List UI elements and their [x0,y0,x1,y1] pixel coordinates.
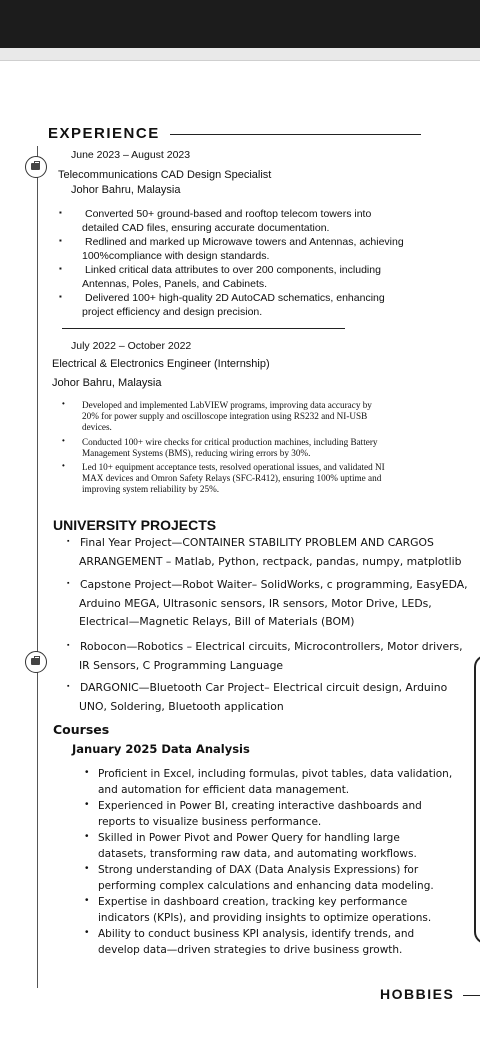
course-bullet-line: and automation for efficient data management. [98,784,350,796]
job1-bullet-line: Delivered 100+ high-quality 2D AutoCAD schematics, enhancing [85,292,385,304]
job1-bullet-line: Antennas, Poles, Panels, and Cabinets. [82,277,268,290]
hobbies-heading-rule [463,995,480,996]
course-bullet-line: datasets, transforming raw data, and automating workflows. [98,848,417,860]
course-bullet-line: indicators (KPIs), and providing insights to optimize operations. [98,912,432,924]
top-toolbar-strip [0,48,480,61]
job2-bullet-line: Led 10+ equipment acceptance tests, resolved operational issues, and validated NI [82,462,385,472]
bullet-marker: ▪ [59,208,62,217]
job1-bullet-line: Linked critical data attributes to over 200 components, including [85,264,381,276]
job2-location: Johor Bahru, Malaysia [52,377,162,389]
bullet-marker: • [85,831,89,842]
experience-heading: EXPERIENCE [48,125,160,142]
bullet-marker: ▪ [67,580,70,587]
job1-bullet-line: project efficiency and design precision. [82,305,263,318]
bullet-marker: ▪ [67,683,70,690]
job2-dates: July 2022 – October 2022 [71,340,192,352]
bullet-marker: • [62,436,65,445]
project-item-line: UNO, Soldering, Bluetooth application [79,699,284,713]
job1-bullet-line: Redlined and marked up Microwave towers and Antennas, achieving [85,236,404,248]
job1-location: Johor Bahru, Malaysia [71,184,181,196]
project-item-line: Arduino MEGA, Ultrasonic sensors, IR sensors, Motor Drive, LEDs, [79,596,432,610]
side-panel-edge [474,655,480,944]
course-bullet-line: Skilled in Power Pivot and Power Query for handling large [98,832,400,844]
bullet-marker: • [85,895,89,906]
top-dark-bar [0,0,480,48]
job1-bullet-line: Converted 50+ ground-based and rooftop telecom towers into [85,208,372,220]
project-item-line: DARGONIC—Bluetooth Car Project– Electrical circuit design, Arduino [80,681,448,694]
job1-title: Telecommunications CAD Design Specialist [58,169,272,181]
bullet-marker: ▪ [67,642,70,649]
job1-bullet-line: 100%compliance with design standards. [82,249,270,262]
job-separator-rule [62,328,345,329]
job2-title: Electrical & Electronics Engineer (Internship) [52,358,270,370]
timeline-line [37,146,38,988]
bullet-marker: • [85,799,89,810]
projects-heading: UNIVERSITY PROJECTS [53,517,217,533]
course-bullet-line: Ability to conduct business KPI analysis, identify trends, and [98,928,415,940]
hobbies-heading: HOBBIES [380,986,455,1002]
project-item-line: Electrical—Magnetic Relays, Bill of Materials (BOM) [79,615,355,628]
job2-bullet-line: devices. [82,422,112,433]
bullet-marker: ▪ [59,236,62,245]
job1-dates: June 2023 – August 2023 [71,149,191,161]
job2-bullet-line: improving system reliability by 25%. [82,484,220,495]
course-bullet-line: develop data—driven strategies to drive business growth. [98,944,403,956]
bullet-marker: ▪ [67,538,70,545]
bullet-marker: • [85,863,89,874]
bullet-marker: • [62,399,65,408]
bullet-marker: • [62,461,65,470]
job2-bullet-line: Developed and implemented LabVIEW programs, improving data accuracy by [82,400,372,410]
bullet-marker: ▪ [59,264,62,273]
project-item-line: Final Year Project—CONTAINER STABILITY PROBLEM AND CARGOS [80,536,434,549]
briefcase-icon [25,651,47,673]
job2-bullet-line: 20% for power supply and oscilloscope integration using RS232 and NI-USB [82,411,368,422]
job2-bullet-line: Management Systems (BMS), reducing wiring errors by 30%. [82,448,311,459]
project-item-line: Capstone Project—Robot Waiter– SolidWorks, c programming, EasyEDA, [80,578,468,591]
bullet-marker: • [85,767,89,778]
course-bullet-line: reports to visualize business performance. [98,816,322,828]
bullet-marker: ▪ [59,292,62,301]
project-item-line: Robocon—Robotics – Electrical circuits, Microcontrollers, Motor drivers, [80,640,463,653]
courses-heading: Courses [53,722,110,737]
experience-heading-rule [170,134,421,135]
course-bullet-line: performing complex calculations and enhancing data modeling. [98,880,434,892]
course-bullet-line: Expertise in dashboard creation, tracking key performance [98,896,408,908]
project-item-line: IR Sensors, C Programming Language [79,658,284,672]
courses-subheading: January 2025 Data Analysis [72,742,250,756]
bullet-marker: • [85,927,89,938]
course-bullet-line: Experienced in Power BI, creating interactive dashboards and [98,800,422,812]
job2-bullet-line: MAX devices and Omron Safety Relays (SFC-R412), ensuring 100% uptime and [82,473,382,484]
course-bullet-line: Proficient in Excel, including formulas, pivot tables, data validation, [98,768,453,780]
course-bullet-line: Strong understanding of DAX (Data Analysis Expressions) for [98,864,419,876]
project-item-line: ARRANGEMENT – Matlab, Python, rectpack, pandas, numpy, matplotlib [79,554,462,568]
briefcase-icon [25,156,47,178]
job2-bullet-line: Conducted 100+ wire checks for critical production machines, including Battery [82,437,378,447]
job1-bullet-line: detailed CAD files, ensuring accurate documentation. [82,221,330,234]
